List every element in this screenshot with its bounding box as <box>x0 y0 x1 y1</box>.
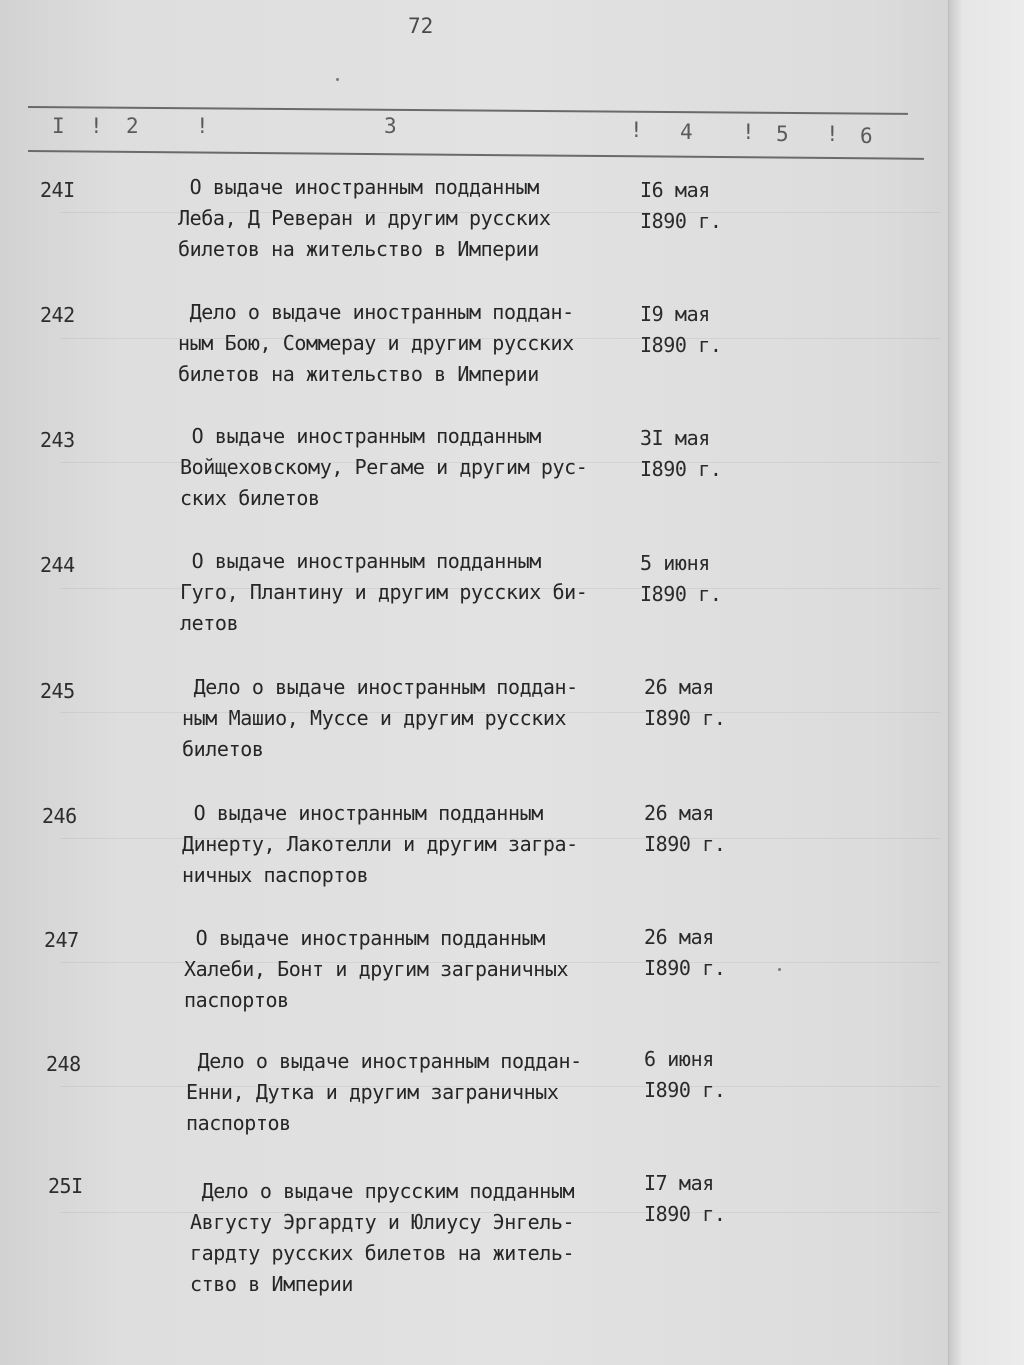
row-date: 26 мая I890 г. <box>644 675 726 730</box>
row-date: 26 мая I890 г. <box>644 801 726 856</box>
row-number: 24I <box>40 178 75 202</box>
column-separator: ! <box>630 118 643 142</box>
column-header-2: 2 <box>126 114 139 138</box>
table-row <box>0 420 940 530</box>
row-title: О выдаче иностранным подданным Леба, Д Реверан и другим русских билетов на жительство в Империи <box>178 175 551 261</box>
row-number: 25I <box>48 1174 83 1198</box>
paper-speck <box>778 968 781 971</box>
row-title: О выдаче иностранным подданным Динерту, Лакотелли и другим загра- ничных паспортов <box>182 801 578 887</box>
row-title: Дело о выдаче прусским подданным Августу Эргардту и Юлиусу Энгель- гардту русских билетов на житель- ство в Империи <box>190 1179 575 1296</box>
row-number: 243 <box>40 428 75 452</box>
table-row <box>0 1170 940 1296</box>
row-title: Дело о выдаче иностранным поддан- ным Бою, Соммерау и другим русских билетов на жительство в Империи <box>178 300 574 386</box>
table-header-bottom-rule <box>28 150 924 160</box>
row-number: 242 <box>40 303 75 327</box>
page-number: 72 <box>408 14 434 38</box>
table-header-top-rule <box>28 106 908 115</box>
row-number: 245 <box>40 679 75 703</box>
row-date: 5 июня I890 г. <box>640 551 722 606</box>
column-header-3: 3 <box>384 114 397 138</box>
table-row <box>0 296 940 406</box>
column-separator: ! <box>826 122 839 146</box>
row-title: Дело о выдаче иностранным поддан- ным Машио, Муссе и другим русских билетов <box>182 675 578 761</box>
column-header-5: 5 <box>776 122 789 146</box>
table-row <box>0 798 940 908</box>
table-row <box>0 922 940 1032</box>
row-date: I9 мая I890 г. <box>640 302 722 357</box>
row-date: 3I мая I890 г. <box>640 426 722 481</box>
row-date: 26 мая I890 г. <box>644 925 726 980</box>
row-number: 244 <box>40 553 75 577</box>
row-title: О выдаче иностранным подданным Гуго, Плантину и другим русских би- летов <box>180 549 588 635</box>
row-title: О выдаче иностранным подданным Халеби, Бонт и другим заграничных паспортов <box>184 926 569 1012</box>
column-separator: ! <box>90 114 103 138</box>
row-number: 246 <box>42 804 77 828</box>
row-number: 247 <box>44 928 79 952</box>
table-row <box>0 546 940 656</box>
row-date: 6 июня I890 г. <box>644 1047 726 1102</box>
row-number: 248 <box>46 1052 81 1076</box>
column-header-4: 4 <box>680 120 693 144</box>
row-date: I7 мая I890 г. <box>644 1171 726 1226</box>
column-header-1: I <box>52 114 65 138</box>
column-separator: ! <box>742 120 755 144</box>
paper-speck <box>336 78 339 81</box>
column-header-6: 6 <box>860 124 873 148</box>
table-row <box>0 170 940 280</box>
row-date: I6 мая I890 г. <box>640 178 722 233</box>
table-row <box>0 672 940 782</box>
adjacent-page-edge <box>948 0 1024 1365</box>
table-row <box>0 1046 940 1156</box>
column-separator: ! <box>196 114 209 138</box>
row-title: Дело о выдаче иностранным поддан- Енни, Дутка и другим заграничных паспортов <box>186 1049 582 1135</box>
row-title: О выдаче иностранным подданным Войщеховскому, Регаме и другим рус- ских билетов <box>180 424 588 510</box>
